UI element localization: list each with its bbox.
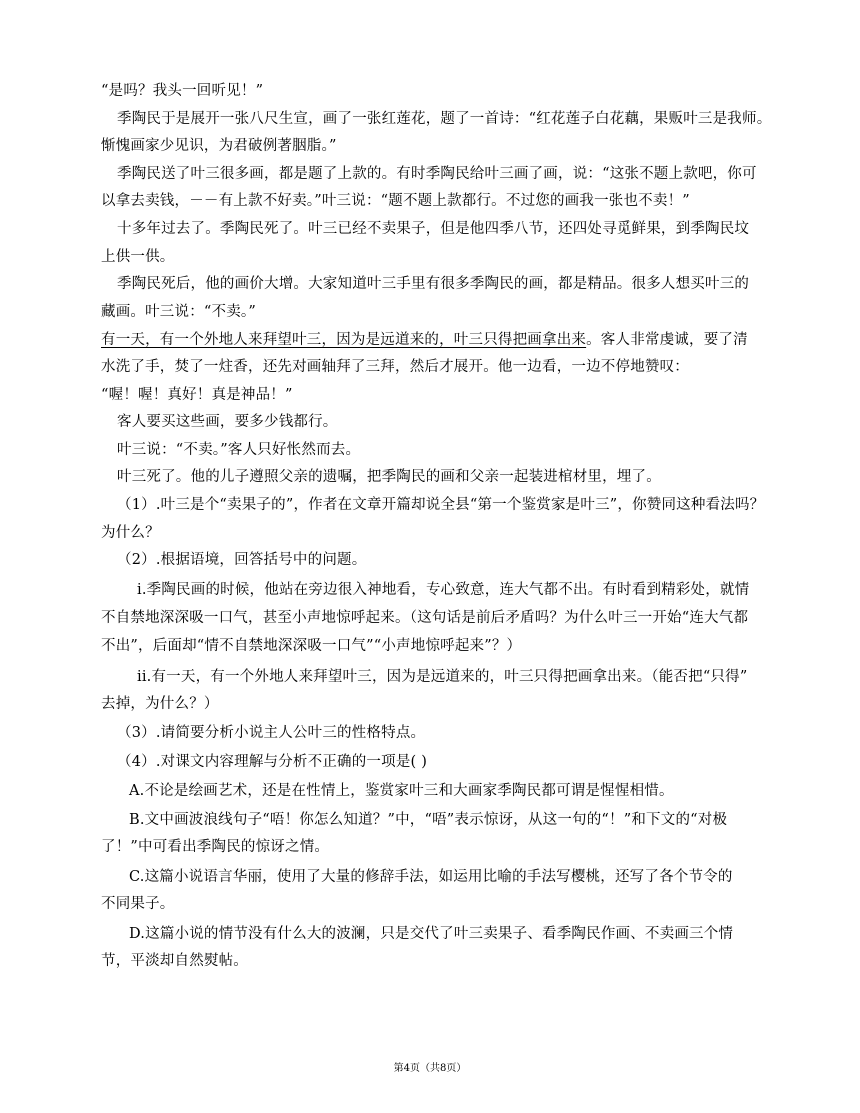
paragraph-line: 水洗了手，焚了一炷香，还先对画轴拜了三拜，然后才展开。他一边看，一边不停地赞叹： bbox=[101, 359, 689, 375]
paragraph-line: 十多年过去了。季陶民死了。叶三已经不卖果子，但是他四季八节，还四处寻觅鲜果，到季陶民坟 bbox=[117, 221, 750, 237]
question-2-line: 不自禁地深深吸一口气，甚至小声地惊呼起来。（这句话是前后矛盾吗？为什么叶三一开始“连大气都 bbox=[101, 610, 749, 626]
question-4-option-b: B.文中画波浪线句子“唔！你怎么知道？”中，“唔”表示惊讶，从这一句的“！”和下文的“对极 bbox=[129, 812, 728, 828]
question-4-option-c-cont: 不同果子。 bbox=[101, 896, 175, 912]
question-2-line: i.季陶民画的时候，他站在旁边很入神地看，专心致意，连大气都不出。有时看到精彩处，就情 bbox=[137, 582, 750, 598]
paragraph-line: 以拿去卖钱，－－有上款不好卖。”叶三说：“题不题上款都行。不过您的画我一张也不卖！” bbox=[101, 193, 690, 209]
question-1-line: （1）.叶三是个“卖果子的”，作者在文章开篇却说全县“第一个鉴赏家是叶三”，你赞同这种看法吗？ bbox=[117, 497, 765, 513]
question-2-line: 去掉，为什么？） bbox=[101, 696, 219, 712]
page-footer: 第4页（共8页） bbox=[393, 1063, 467, 1074]
paragraph-line: 季陶民于是展开一张八尺生宣，画了一张红莲花，题了一首诗：“红花莲子白花藕，果贩叶三是我师。 bbox=[117, 111, 772, 127]
paragraph-line: 季陶民死后，他的画价大增。大家知道叶三手里有很多季陶民的画，都是精品。很多人想买叶三的 bbox=[117, 276, 750, 292]
paragraph-line: 惭愧画家少见识，为君破例著胭脂。” bbox=[101, 138, 337, 154]
question-4-option-d: D.这篇小说的情节没有什么大的波澜，只是交代了叶三卖果子、看季陶民作画、不卖画三个情 bbox=[129, 926, 734, 942]
paragraph-line: 上供一供。 bbox=[101, 249, 175, 265]
paragraph-line-underlined bbox=[101, 330, 748, 350]
question-4-stem: （4）.对课文内容理解与分析不正确的一项是( ) bbox=[117, 754, 428, 770]
question-4-option-c: C.这篇小说语言华丽，使用了大量的修辞手法，如运用比喻的手法写樱桃，还写了各个节令的 bbox=[129, 869, 733, 885]
question-4-option-d-cont: 节，平淡却自然熨帖。 bbox=[101, 953, 248, 969]
underlined-sentence: 有一天，有一个外地人来拜望叶三，因为是远道来的，叶三只得把画拿出来 bbox=[101, 332, 587, 348]
paragraph-line: “是吗？我头一回听见！” bbox=[101, 83, 264, 99]
question-1-line: 为什么？ bbox=[101, 525, 160, 541]
paragraph-line: 藏画。叶三说：“不卖。” bbox=[101, 304, 256, 320]
sentence-continuation: 。客人非常虔诚，要了清 bbox=[586, 332, 748, 348]
question-4-option-a: A.不论是绘画艺术，还是在性情上，鉴赏家叶三和大画家季陶民都可谓是惺惺相惜。 bbox=[129, 783, 674, 799]
paragraph-line: 叶三死了。他的儿子遵照父亲的遗嘱，把季陶民的画和父亲一起装进棺材里，埋了。 bbox=[117, 469, 661, 485]
paragraph-line: 客人要买这些画，要多少钱都行。 bbox=[117, 414, 338, 430]
paragraph-line: 季陶民送了叶三很多画，都是题了上款的。有时季陶民给叶三画了画，说：“这张不题上款吧，你可 bbox=[117, 166, 757, 182]
paragraph-line: “喔！喔！真好！真是神品！” bbox=[101, 387, 293, 403]
question-3-line: （3）.请简要分析小说主人公叶三的性格特点。 bbox=[117, 725, 426, 741]
question-4-option-b-cont: 了！”中可看出季陶民的惊讶之情。 bbox=[101, 839, 330, 855]
paragraph-line: 叶三说：“不卖。”客人只好怅然而去。 bbox=[117, 442, 361, 458]
question-2-line: （2）.根据语境，回答括号中的问题。 bbox=[117, 552, 367, 568]
question-2-line: 不出”，后面却“情不自禁地深深吸一口气”“小声地惊呼起来”？） bbox=[101, 638, 522, 654]
question-2-line: ii.有一天，有一个外地人来拜望叶三，因为是远道来的，叶三只得把画拿出来。（能否把“只得” bbox=[137, 669, 748, 685]
